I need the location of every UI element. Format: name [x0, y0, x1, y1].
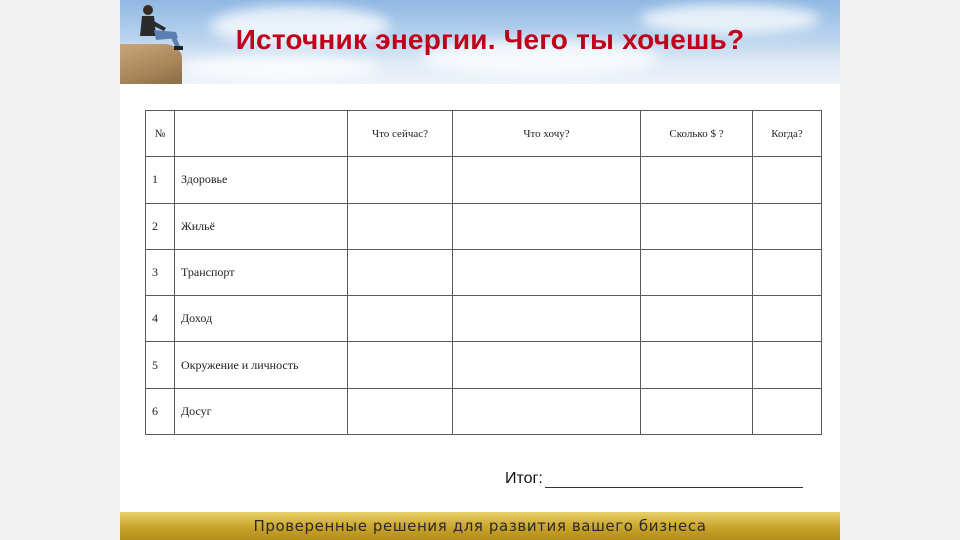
header-want: Что хочу?: [453, 111, 641, 157]
row-label: Доход: [175, 296, 348, 342]
slide: [120, 0, 840, 540]
table-row: [146, 296, 822, 342]
row-number: 1: [146, 157, 175, 203]
row-label: Здоровье: [175, 157, 348, 203]
header-area: [175, 111, 348, 157]
header-number: №: [146, 111, 175, 157]
row-number: 6: [146, 388, 175, 434]
table-row: [146, 157, 822, 203]
slide-title: Источник энергии. Чего ты хочешь?: [235, 24, 745, 55]
cell-want[interactable]: [453, 157, 641, 203]
table-row: [146, 342, 822, 388]
cell-now[interactable]: [348, 296, 453, 342]
cell-now[interactable]: [348, 249, 453, 295]
cell-when[interactable]: [753, 296, 822, 342]
cell-when[interactable]: [753, 342, 822, 388]
cell-cost[interactable]: [641, 157, 753, 203]
cell-when[interactable]: [753, 249, 822, 295]
table-row: [146, 249, 822, 295]
row-number: 5: [146, 342, 175, 388]
cell-cost[interactable]: [641, 203, 753, 249]
table-row: [146, 388, 822, 434]
total-blank-line[interactable]: [545, 469, 803, 488]
cell-now[interactable]: [348, 388, 453, 434]
cell-want[interactable]: [453, 296, 641, 342]
header-cost: Сколько $ ?: [641, 111, 753, 157]
row-label: Транспорт: [175, 249, 348, 295]
cell-now[interactable]: [348, 342, 453, 388]
cell-now[interactable]: [348, 157, 453, 203]
cell-cost[interactable]: [641, 342, 753, 388]
row-number: 2: [146, 203, 175, 249]
cell-when[interactable]: [753, 388, 822, 434]
table-header-row: [146, 111, 822, 157]
total-label: Итог:: [505, 470, 543, 487]
table-row: [146, 203, 822, 249]
cell-want[interactable]: [453, 203, 641, 249]
cell-cost[interactable]: [641, 388, 753, 434]
cell-cost[interactable]: [641, 296, 753, 342]
footer-banner: Проверенные решения для развития вашего бизнеса: [120, 512, 840, 540]
row-number: 3: [146, 249, 175, 295]
row-label: Жильё: [175, 203, 348, 249]
cell-cost[interactable]: [641, 249, 753, 295]
cell-when[interactable]: [753, 203, 822, 249]
header-sky-photo: [120, 0, 840, 84]
row-number: 4: [146, 296, 175, 342]
cell-now[interactable]: [348, 203, 453, 249]
cell-want[interactable]: [453, 388, 641, 434]
cell-when[interactable]: [753, 157, 822, 203]
cell-want[interactable]: [453, 249, 641, 295]
row-label: Окружение и личность: [175, 342, 348, 388]
header-now: Что сейчас?: [348, 111, 453, 157]
row-label: Досуг: [175, 388, 348, 434]
header-when: Когда?: [753, 111, 822, 157]
total-field: [505, 469, 803, 488]
goals-table: [145, 110, 822, 435]
cell-want[interactable]: [453, 342, 641, 388]
